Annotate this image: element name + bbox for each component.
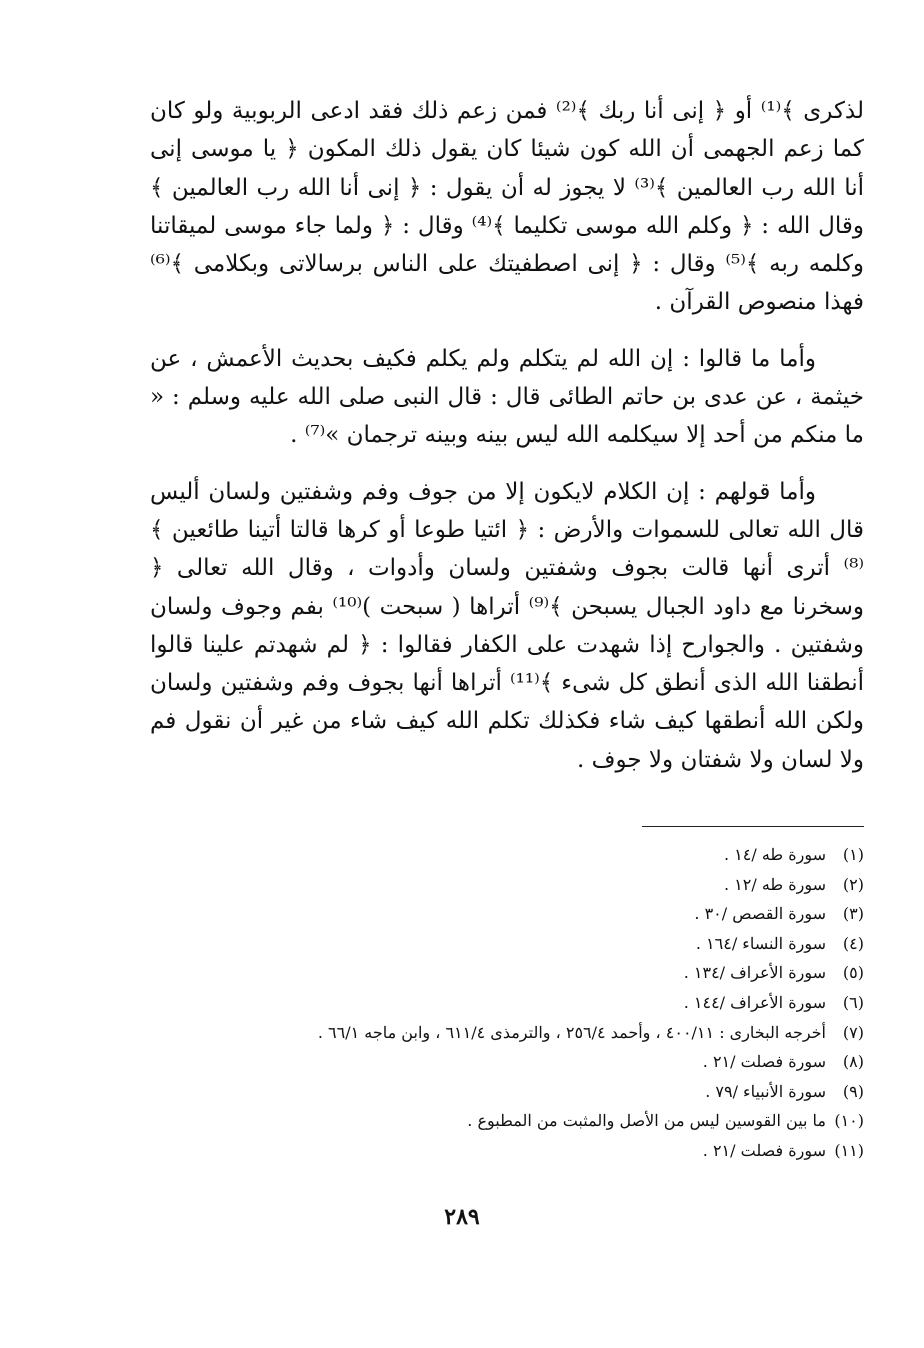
footnote-text: سورة القصص /٣٠ . (694, 904, 826, 924)
footnote-number: (٦) (842, 992, 864, 1012)
footnote-item (150, 958, 864, 988)
footnote-item (150, 1136, 864, 1166)
paragraph-text: لذكرى ﴾⁽¹⁾ أو ﴿ إنى أنا ربك ﴾⁽²⁾ فمن زعم ذلك فقد ادعى الربوبية ولو كان كما زعم الجهمى أن الله كون شيئا كان يقول ذلك المكون ﴿ يا موسى إنى أنا الله رب العالمين ﴾⁽³⁾ لا يجوز له أن يقول : ﴿ إنى أنا الله رب العالمين ﴾ وقال الله : ﴿ وكلم الله موسى تكليما ﴾⁽⁴⁾ وقال : ﴿ ولما جاء موسى لميقاتنا وكلمه ربه ﴾⁽⁵⁾ وقال : ﴿ إنى اصطفيتك على الناس برسالاتى وبكلامى ﴾⁽⁶⁾ فهذا منصوص القرآن . (150, 98, 864, 316)
footnote-text: سورة الأعراف /١٤٤ . (683, 992, 826, 1012)
footnote-number: (٨) (842, 1052, 864, 1072)
footnote-separator (642, 826, 864, 827)
footnote-number: (١١) (834, 1140, 864, 1160)
footnotes-list (150, 840, 864, 1166)
footnote-number: (٣) (842, 904, 864, 924)
footnote-text: سورة النساء /١٦٤ . (695, 933, 826, 953)
paragraph-2 (150, 340, 864, 455)
footnote-text: ما بين القوسين ليس من الأصل والمثبت من المطبوع . (467, 1111, 826, 1131)
footnote-text: سورة فصلت /٢١ . (702, 1052, 826, 1072)
footnote-number: (٤) (842, 933, 864, 953)
footnote-number: (٧) (842, 1022, 864, 1042)
footnote-text: سورة فصلت /٢١ . (702, 1140, 826, 1160)
paragraph-1 (150, 92, 864, 322)
footnote-number: (١٠) (834, 1111, 864, 1131)
body-text (150, 92, 864, 797)
footnote-item (150, 988, 864, 1018)
footnote-text: سورة الأنبياء /٧٩ . (705, 1081, 826, 1101)
paragraph-text: وأما قولهم : إن الكلام لايكون إلا من جوف وفم وشفتين ولسان أليس قال الله تعالى للسموات والأرض : ﴿ ائتيا طوعا أو كرها قالتا أتينا طائعين ﴾⁽⁸⁾ أترى أنها قالت بجوف وشفتين ولسان وأدوات ، وقال الله تعالى ﴿ وسخرنا مع داود الجبال يسبحن ﴾⁽⁹⁾ أتراها ( سبحت )⁽¹⁰⁾ بفم وجوف ولسان وشفتين . والجوارح إذا شهدت على الكفار فقالوا : ﴿ لم شهدتم علينا قالوا أنطقنا الله الذى أنطق كل شىء ﴾⁽¹¹⁾ أتراها أنها بجوف وفم وشفتين ولسان ولكن الله أنطقها كيف شاء فكذلك تكلم الله كيف شاء من غير أن نقول فم ولا لسان ولا شفتان ولا جوف . (150, 478, 865, 773)
footnote-item (150, 1047, 864, 1077)
paragraph-3 (150, 473, 864, 779)
footnote-number: (٥) (842, 963, 864, 983)
footnote-number: (١) (842, 845, 864, 864)
footnote-text: أخرجه البخارى : ٤٠٠/١١ ، وأحمد ٢٥٦/٤ ، والترمذى ٦١١/٤ ، وابن ماجه ٦٦/١ . (317, 1022, 826, 1042)
footnote-item (150, 870, 864, 900)
footnote-item (150, 929, 864, 959)
footnote-number: (٩) (842, 1081, 864, 1101)
footnote-text: سورة طه /١٢ . (723, 874, 826, 894)
footnote-item (150, 1018, 864, 1048)
footnote-item (150, 1106, 864, 1136)
footnote-item (150, 1077, 864, 1107)
page-number: ٢٨٩ (444, 1204, 480, 1230)
footnote-text: سورة الأعراف /١٣٤ . (683, 963, 826, 983)
footnote-text: سورة طه /١٤ . (723, 845, 826, 864)
footnote-item (150, 840, 864, 870)
footnote-number: (٢) (842, 874, 864, 894)
paragraph-text: وأما ما قالوا : إن الله لم يتكلم ولم يكلم فكيف بحديث الأعمش ، عن خيثمة ، عن عدى بن حاتم الطائى قال : قال النبى صلى الله عليه وسلم : « ما منكم من أحد إلا سيكلمه الله ليس بينه وبينه ترجمان »⁽⁷⁾ . (150, 345, 864, 449)
footnote-item (150, 899, 864, 929)
